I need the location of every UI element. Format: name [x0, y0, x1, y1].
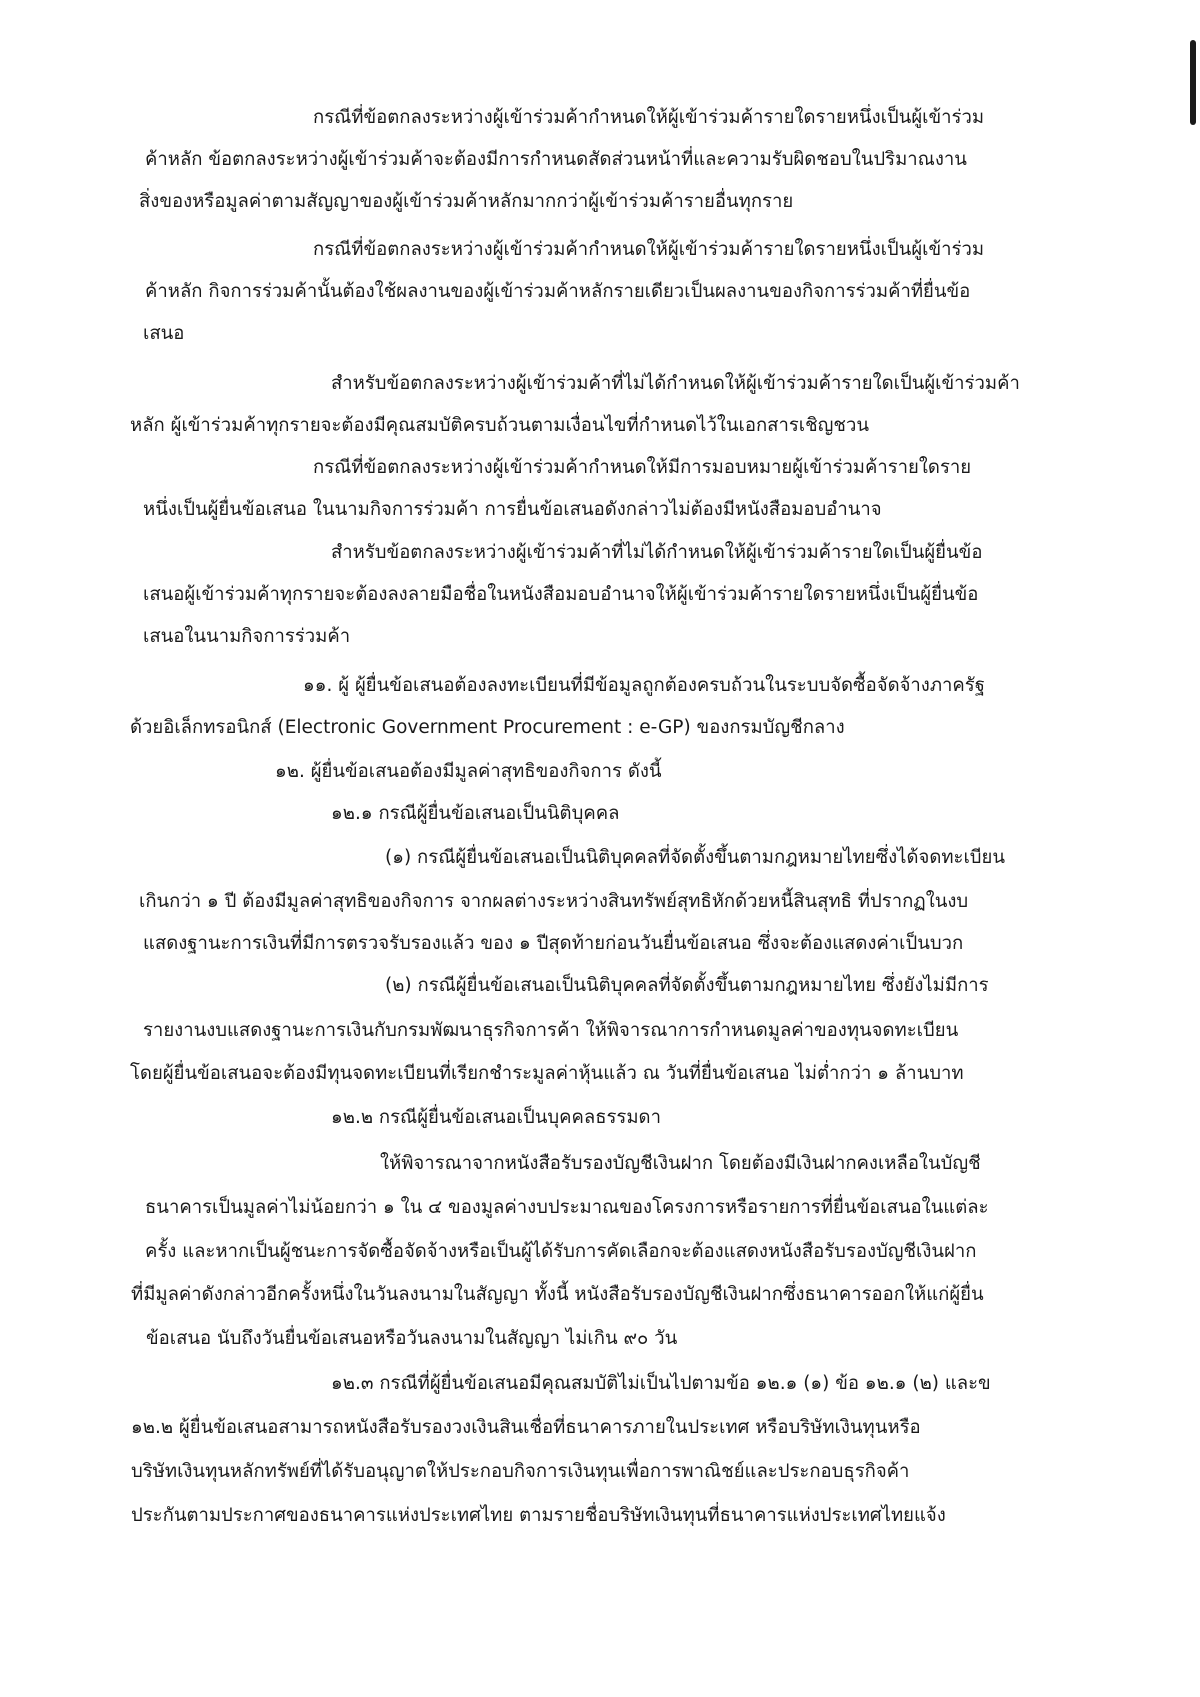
- paragraph-line: ครั้ง และหากเป็นผู้ชนะการจัดซื้อจัดจ้างหรือเป็นผู้ได้รับการคัดเลือกจะต้องแสดงหนังสือรับรองบัญชีเงินฝาก: [145, 1241, 977, 1262]
- paragraph-line: กรณีที่ข้อตกลงระหว่างผู้เข้าร่วมค้ากำหนดให้ผู้เข้าร่วมค้ารายใดรายหนึ่งเป็นผู้เข้าร่วม: [313, 107, 985, 128]
- paragraph-line: (๒) กรณีผู้ยื่นข้อเสนอเป็นนิติบุคคลที่จัดตั้งขึ้นตามกฎหมายไทย ซึ่งยังไม่มีการ: [385, 975, 989, 996]
- scan-edge-mark: [1190, 40, 1196, 125]
- paragraph-line: ข้อเสนอ นับถึงวันยื่นข้อเสนอหรือวันลงนามในสัญญา ไม่เกิน ๙๐ วัน: [146, 1328, 678, 1349]
- paragraph-line: ๑๒.๓ กรณีที่ผู้ยื่นข้อเสนอมีคุณสมบัติไม่เป็นไปตามข้อ ๑๒.๑ (๑) ข้อ ๑๒.๑ (๒) และข: [331, 1373, 991, 1394]
- paragraph-line: สำหรับข้อตกลงระหว่างผู้เข้าร่วมค้าที่ไม่ได้กำหนดให้ผู้เข้าร่วมค้ารายใดเป็นผู้เข้าร่วมค้า: [331, 373, 1020, 394]
- paragraph-line: หนึ่งเป็นผู้ยื่นข้อเสนอ ในนามกิจการร่วมค้า การยื่นข้อเสนอดังกล่าวไม่ต้องมีหนังสือมอบอำนาจ: [143, 499, 882, 520]
- paragraph-line: ๑๒.๒ ผู้ยื่นข้อเสนอสามารถหนังสือรับรองวงเงินสินเชื่อที่ธนาคารภายในประเทศ หรือบริษัทเงินทุนหรือ: [131, 1417, 921, 1438]
- paragraph-line: สำหรับข้อตกลงระหว่างผู้เข้าร่วมค้าที่ไม่ได้กำหนดให้ผู้เข้าร่วมค้ารายใดเป็นผู้ยื่นข้อ: [331, 542, 983, 563]
- paragraph-line: เกินกว่า ๑ ปี ต้องมีมูลค่าสุทธิของกิจการ จากผลต่างระหว่างสินทรัพย์สุทธิหักด้วยหนี้สินสุทธิ ที่ปรากฏในงบ: [139, 891, 969, 912]
- paragraph-line: ๑๒. ผู้ยื่นข้อเสนอต้องมีมูลค่าสุทธิของกิจการ ดังนี้: [275, 761, 662, 782]
- paragraph-line: (๑) กรณีผู้ยื่นข้อเสนอเป็นนิติบุคคลที่จัดตั้งขึ้นตามกฎหมายไทยซึ่งได้จดทะเบียน: [385, 847, 1006, 868]
- paragraph-line: แสดงฐานะการเงินที่มีการตรวจรับรองแล้ว ของ ๑ ปีสุดท้ายก่อนวันยื่นข้อเสนอ ซึ่งจะต้องแสดงค่าเป็นบวก: [143, 933, 964, 954]
- paragraph-line: ค้าหลัก ข้อตกลงระหว่างผู้เข้าร่วมค้าจะต้องมีการกำหนดสัดส่วนหน้าที่และความรับผิดชอบในปริมาณงาน: [145, 149, 967, 170]
- paragraph-line: รายงานงบแสดงฐานะการเงินกับกรมพัฒนาธุรกิจการค้า ให้พิจารณาการกำหนดมูลค่าของทุนจดทะเบียน: [143, 1020, 959, 1041]
- paragraph-line: ด้วยอิเล็กทรอนิกส์ (Electronic Government Procurement : e-GP) ของกรมบัญชีกลาง: [130, 717, 845, 738]
- paragraph-line: เสนอในนามกิจการร่วมค้า: [143, 626, 351, 647]
- paragraph-line: ค้าหลัก กิจการร่วมค้านั้นต้องใช้ผลงานของผู้เข้าร่วมค้าหลักรายเดียวเป็นผลงานของกิจการร่วมค้าที่ยื่นข้อ: [145, 281, 971, 302]
- paragraph-line: เสนอ: [143, 323, 185, 344]
- paragraph-line: หลัก ผู้เข้าร่วมค้าทุกรายจะต้องมีคุณสมบัติครบถ้วนตามเงื่อนไขที่กำหนดไว้ในเอกสารเชิญชวน: [130, 415, 870, 436]
- paragraph-line: โดยผู้ยื่นข้อเสนอจะต้องมีทุนจดทะเบียนที่เรียกชำระมูลค่าหุ้นแล้ว ณ วันที่ยื่นข้อเสนอ ไม่ต่ำกว่า ๑ ล้านบาท: [130, 1063, 964, 1084]
- paragraph-line: เสนอผู้เข้าร่วมค้าทุกรายจะต้องลงลายมือชื่อในหนังสือมอบอำนาจให้ผู้เข้าร่วมค้ารายใดรายหนึ่งเป็นผู้ยื่นข้อ: [143, 584, 979, 605]
- paragraph-line: ที่มีมูลค่าดังกล่าวอีกครั้งหนึ่งในวันลงนามในสัญญา ทั้งนี้ หนังสือรับรองบัญชีเงินฝากซึ่งธนาคารออกให้แก่ผู้ยื่น: [131, 1284, 984, 1305]
- paragraph-line: ๑๒.๒ กรณีผู้ยื่นข้อเสนอเป็นบุคคลธรรมดา: [331, 1107, 661, 1128]
- paragraph-line: กรณีที่ข้อตกลงระหว่างผู้เข้าร่วมค้ากำหนดให้ผู้เข้าร่วมค้ารายใดรายหนึ่งเป็นผู้เข้าร่วม: [313, 239, 985, 260]
- paragraph-line: สิ่งของหรือมูลค่าตามสัญญาของผู้เข้าร่วมค้าหลักมากกว่าผู้เข้าร่วมค้ารายอื่นทุกราย: [139, 191, 794, 212]
- paragraph-line: บริษัทเงินทุนหลักทรัพย์ที่ได้รับอนุญาตให้ประกอบกิจการเงินทุนเพื่อการพาณิชย์และประกอบธุรกิจค้า: [131, 1461, 910, 1482]
- paragraph-line: ประกันตามประกาศของธนาคารแห่งประเทศไทย ตามรายชื่อบริษัทเงินทุนที่ธนาคารแห่งประเทศไทยแจ้ง: [131, 1505, 946, 1526]
- paragraph-line: ให้พิจารณาจากหนังสือรับรองบัญชีเงินฝาก โดยต้องมีเงินฝากคงเหลือในบัญชี: [380, 1153, 981, 1174]
- paragraph-line: ๑๑. ผู้ ผู้ยื่นข้อเสนอต้องลงทะเบียนที่มีข้อมูลถูกต้องครบถ้วนในระบบจัดซื้อจัดจ้างภาครัฐ: [303, 675, 985, 696]
- paragraph-line: ๑๒.๑ กรณีผู้ยื่นข้อเสนอเป็นนิติบุคคล: [331, 803, 620, 824]
- paragraph-line: กรณีที่ข้อตกลงระหว่างผู้เข้าร่วมค้ากำหนดให้มีการมอบหมายผู้เข้าร่วมค้ารายใดราย: [313, 457, 972, 478]
- paragraph-line: ธนาคารเป็นมูลค่าไม่น้อยกว่า ๑ ใน ๔ ของมูลค่างบประมาณของโครงการหรือรายการที่ยื่นข้อเสนอในแต่ละ: [145, 1197, 989, 1218]
